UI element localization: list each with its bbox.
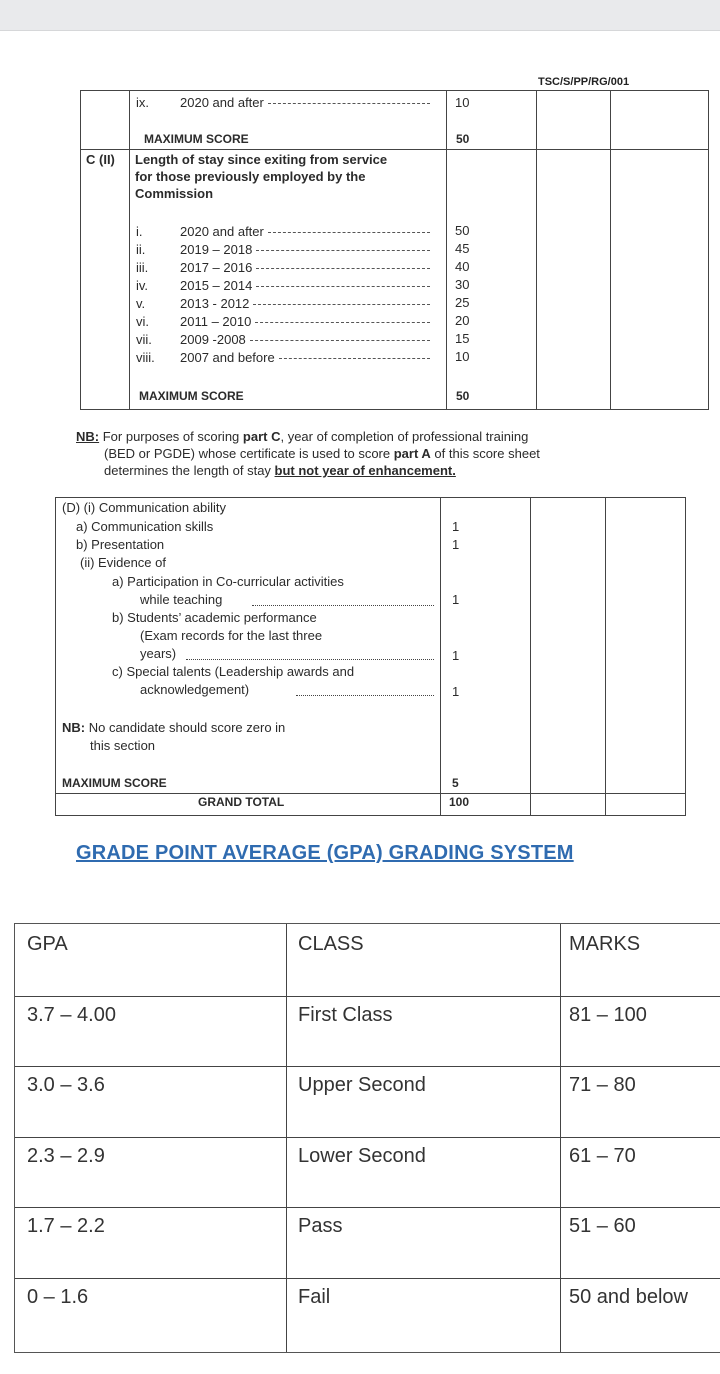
- class-cell: First Class: [298, 1004, 393, 1026]
- c2-code: C (II): [86, 152, 115, 167]
- c2-item-score: 15: [455, 331, 470, 346]
- d-nb-line-1: NB: No candidate should score zero in: [62, 720, 286, 735]
- part-c-note: NB: For purposes of scoring part C, year of completion of professional training (BED or PGDE) whose certificate is used to score part A of this score sheet determines the length of stay but not year of enhancement.: [76, 429, 540, 478]
- c2-item: viii. 2007 and before: [136, 349, 436, 365]
- document-reference: TSC/S/PP/RG/001: [538, 76, 630, 88]
- d-presentation: b) Presentation: [76, 537, 165, 552]
- gpa-table: [14, 923, 720, 1353]
- gpa-cell: 3.7 – 4.00: [27, 1004, 116, 1026]
- class-cell: Fail: [298, 1286, 331, 1308]
- d-cocurricular-score: 1: [452, 592, 460, 607]
- c2-item: iii. 2017 – 2016: [136, 259, 436, 275]
- marks-cell: 71 – 80: [569, 1074, 636, 1096]
- d-nb-line-2: this section: [90, 738, 156, 753]
- c2-max-score-value: 50: [456, 389, 470, 403]
- viewer-top-bar: [0, 0, 720, 31]
- marks-cell: 50 and below: [569, 1286, 688, 1308]
- c2-title-line-1: Length of stay since exiting from service: [135, 152, 388, 167]
- gpa-cell: 0 – 1.6: [27, 1286, 89, 1308]
- d-cocurricular-line-1: a) Participation in Co-curricular activities: [112, 574, 344, 589]
- gpa-header-marks: MARKS: [569, 933, 641, 955]
- section-d-table: [55, 497, 686, 816]
- d-academic-line-3: years): [140, 646, 177, 661]
- marks-cell: 81 – 100: [569, 1004, 647, 1026]
- c2-item: i. 2020 and after: [136, 223, 436, 239]
- c1-max-score-label: MAXIMUM SCORE: [144, 132, 249, 146]
- d-header: (D) (i) Communication ability: [62, 500, 226, 515]
- c1-item-ix: ix. 2020 and after: [136, 94, 436, 110]
- c2-item-score: 25: [455, 295, 470, 310]
- class-cell: Lower Second: [298, 1145, 426, 1167]
- c2-item-score: 30: [455, 277, 470, 292]
- d-evidence-of: (ii) Evidence of: [80, 555, 166, 570]
- c2-title-line-2: for those previously employed by the: [135, 169, 366, 184]
- c2-item: vi. 2011 – 2010: [136, 313, 436, 329]
- gpa-cell: 3.0 – 3.6: [27, 1074, 105, 1096]
- c2-title-line-3: Commission: [135, 186, 214, 201]
- d-communication-skills-score: 1: [452, 519, 460, 534]
- d-academic-line-2: (Exam records for the last three: [140, 628, 323, 643]
- grand-total-value: 100: [449, 795, 470, 809]
- d-talents-line-2: acknowledgement): [140, 682, 250, 697]
- section-c-table: [80, 90, 709, 410]
- gpa-header-gpa: GPA: [27, 933, 68, 955]
- marks-cell: 61 – 70: [569, 1145, 636, 1167]
- c2-item: vii. 2009 -2008: [136, 331, 436, 347]
- d-academic-line-1: b) Students’ academic performance: [112, 610, 317, 625]
- c1-max-score-value: 50: [456, 132, 470, 146]
- c2-item: iv. 2015 – 2014: [136, 277, 436, 293]
- d-presentation-score: 1: [452, 537, 460, 552]
- d-talents-line-1: c) Special talents (Leadership awards and: [112, 664, 355, 679]
- c2-item: ii. 2019 – 2018: [136, 241, 436, 257]
- d-communication-skills: a) Communication skills: [76, 519, 214, 534]
- d-talents-score: 1: [452, 684, 460, 699]
- grand-total-label: GRAND TOTAL: [198, 795, 285, 809]
- gpa-heading: GRADE POINT AVERAGE (GPA) GRADING SYSTEM: [76, 842, 574, 864]
- gpa-cell: 2.3 – 2.9: [27, 1145, 105, 1167]
- class-cell: Upper Second: [298, 1074, 426, 1096]
- d-max-score-label: MAXIMUM SCORE: [62, 776, 167, 790]
- gpa-header-class: CLASS: [298, 933, 364, 955]
- gpa-cell: 1.7 – 2.2: [27, 1215, 105, 1237]
- c1-item-ix-score: 10: [455, 95, 470, 110]
- c2-item: v. 2013 - 2012: [136, 295, 436, 311]
- marks-cell: 51 – 60: [569, 1215, 636, 1237]
- c2-item-score: 10: [455, 349, 470, 364]
- c2-item-score: 50: [455, 223, 470, 238]
- d-academic-score: 1: [452, 648, 460, 663]
- d-cocurricular-line-2: while teaching: [140, 592, 223, 607]
- d-max-score-value: 5: [452, 776, 459, 790]
- c2-item-score: 45: [455, 241, 470, 256]
- c2-max-score-label: MAXIMUM SCORE: [139, 389, 244, 403]
- c2-item-score: 20: [455, 313, 470, 328]
- class-cell: Pass: [298, 1215, 343, 1237]
- c2-item-score: 40: [455, 259, 470, 274]
